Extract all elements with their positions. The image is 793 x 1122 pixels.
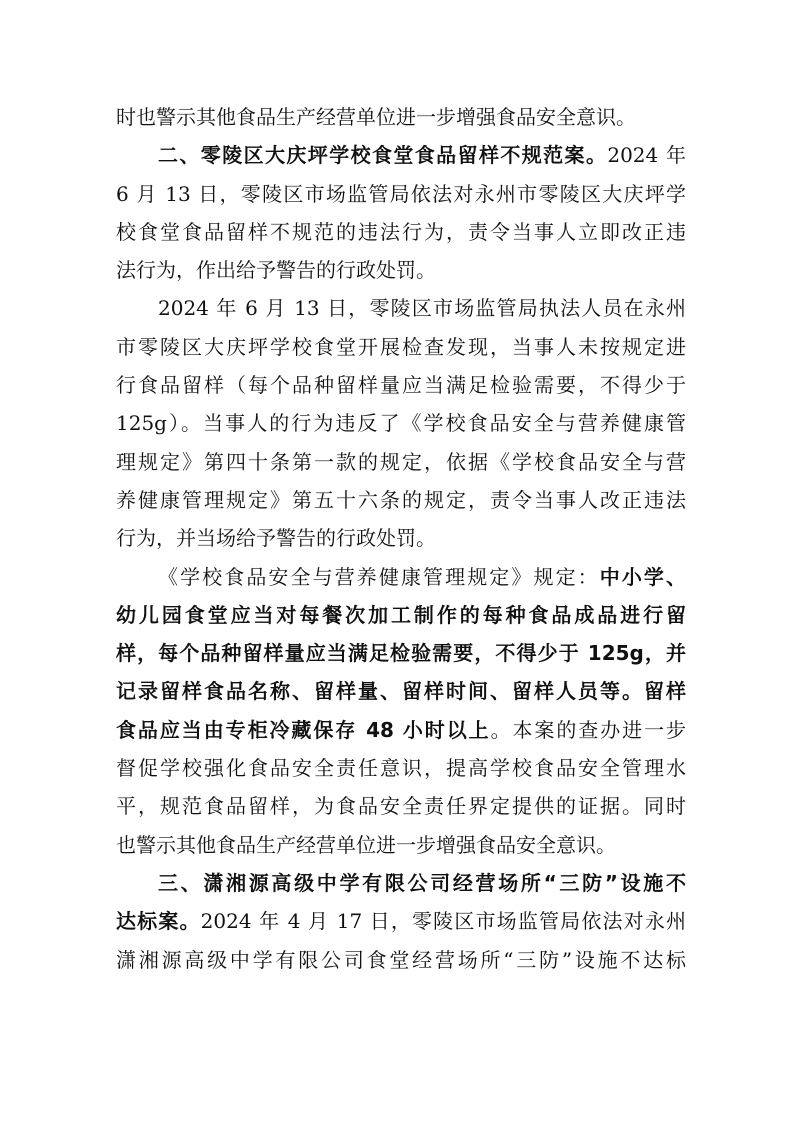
line-text: 《学校食品安全与营养健康管理规定》规定： <box>158 564 600 589</box>
line-text: 法行为，作出给予警告的行政处罚。 <box>116 258 436 283</box>
bold-text: 幼儿园食堂应当对每餐次加工制作的每种食品成品进行留 <box>116 602 686 627</box>
line-text: 校食堂食品留样不规范的违法行为，责令当事人立即改正违 <box>116 219 686 244</box>
paragraph-line <box>116 711 686 749</box>
line-text: 督促学校强化食品安全责任意识，提高学校食品安全管理水 <box>116 756 686 781</box>
paragraph-line <box>116 289 686 327</box>
paragraph-line <box>116 634 686 672</box>
paragraph-line <box>116 98 686 136</box>
paragraph-line <box>116 481 686 519</box>
paragraph-line <box>116 328 686 366</box>
paragraph-line <box>116 749 686 787</box>
line-text: 也警示其他食品生产经营单位进一步增强食品安全意识。 <box>116 832 616 857</box>
paragraph-line <box>116 941 686 979</box>
line-text: 时也警示其他食品生产经营单位进一步增强食品安全意识。 <box>116 105 636 129</box>
line-text: 6 月 13 日，零陵区市场监管局依法对永州市零陵区大庆坪学 <box>116 181 686 206</box>
line-text: 平，规范食品留样，为食品安全责任界定提供的证据。同时 <box>116 794 686 819</box>
paragraph-line <box>116 213 686 251</box>
line-text: 市零陵区大庆坪学校食堂开展检查发现，当事人未按规定进 <box>116 334 686 359</box>
paragraph-line <box>116 596 686 634</box>
line-text: 2024 年 4 月 17 日，零陵区市场监管局依法对永州 <box>200 909 686 934</box>
paragraph-line <box>116 443 686 481</box>
line-text: 2024 年 <box>607 143 686 168</box>
line-text: 2024 年 6 月 13 日，零陵区市场监管局执法人员在永州 <box>158 296 686 321</box>
section-heading-2: 二、零陵区大庆坪学校食堂食品留样不规范案。 <box>158 143 608 168</box>
document-body <box>116 98 686 979</box>
paragraph-line <box>116 902 686 940</box>
line-text: 理规定》第四十条第一款的规定，依据《学校食品安全与营 <box>116 449 686 474</box>
line-text: 行食品留样（每个品种留样量应当满足检验需要，不得少于 <box>116 373 686 398</box>
section-heading-3: 三、潇湘源高级中学有限公司经营场所“三防”设施不 <box>158 870 686 895</box>
bold-text: 中小学、 <box>599 564 686 589</box>
paragraph-line <box>116 175 686 213</box>
bold-text: 食品应当由专柜冷藏保存 48 小时以上 <box>116 717 491 742</box>
paragraph-line <box>116 826 686 864</box>
section-heading-line <box>116 136 686 174</box>
paragraph-line <box>116 519 686 557</box>
line-text: 125g）。当事人的行为违反了《学校食品安全与营养健康管 <box>116 411 686 436</box>
bold-text: 样，每个品种留样量应当满足检验需要，不得少于 125g，并 <box>116 641 686 666</box>
line-text: 潇湘源高级中学有限公司食堂经营场所“三防”设施不达标 <box>116 947 686 972</box>
line-text: 养健康管理规定》第五十六条的规定，责令当事人改正违法 <box>116 487 686 512</box>
line-text: 行为，并当场给予警告的行政处罚。 <box>116 526 436 551</box>
line-text: 。本案的查办进一步 <box>490 717 686 742</box>
paragraph-line <box>116 787 686 825</box>
section-heading-line <box>116 864 686 902</box>
paragraph-line <box>116 251 686 289</box>
paragraph-line <box>116 558 686 596</box>
paragraph-line <box>116 404 686 442</box>
bold-text: 达标案。 <box>116 909 201 934</box>
paragraph-line <box>116 672 686 710</box>
bold-text: 记录留样食品名称、留样量、留样时间、留样人员等。留样 <box>116 679 686 704</box>
paragraph-line <box>116 366 686 404</box>
